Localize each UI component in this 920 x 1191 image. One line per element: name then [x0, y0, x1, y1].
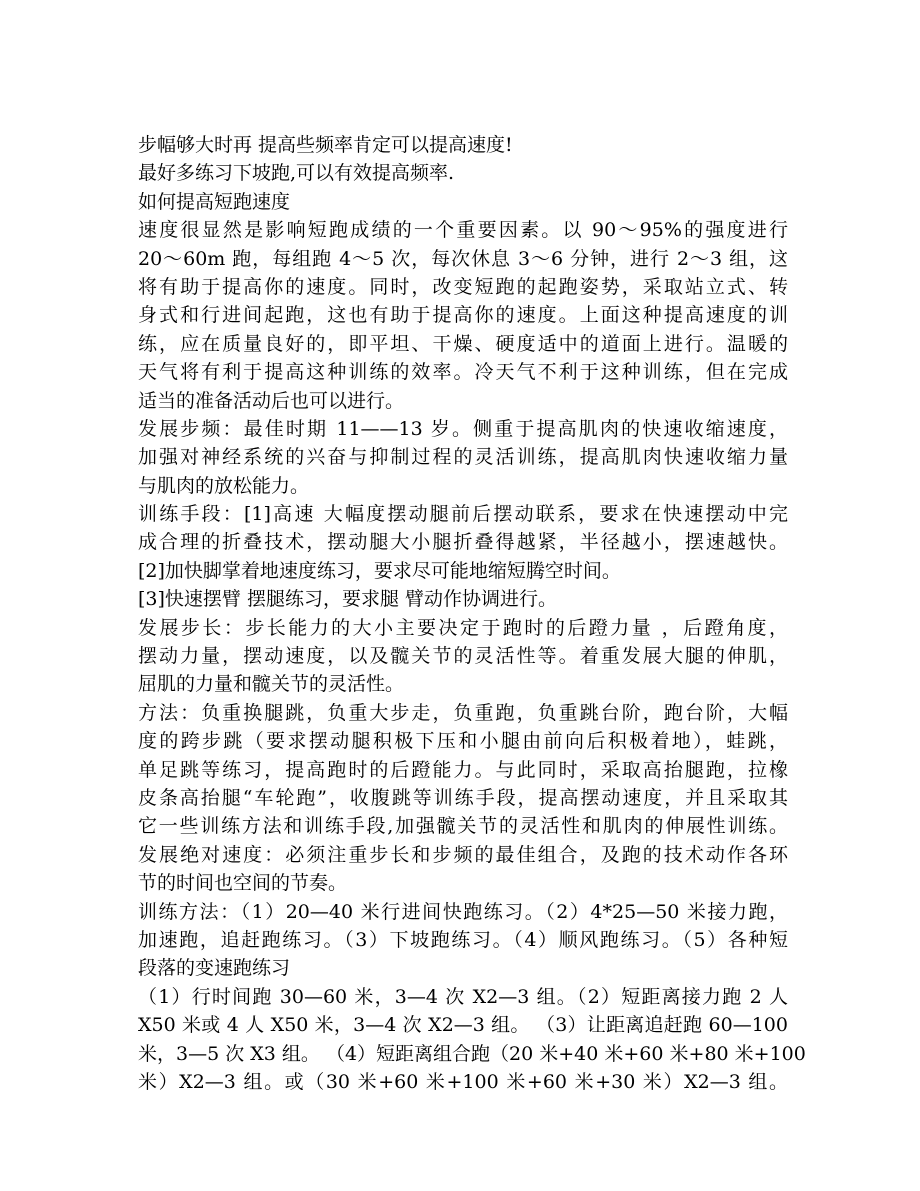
text-line: 它一些训练方法和训练手段,加强髋关节的灵活性和肌肉的伸展性训练。 [138, 815, 788, 838]
text-line: 天气将有利于提高这种训练的效率。冷天气不利于这种训练，但在完成 [138, 361, 788, 384]
text-line: X50 米或 4 人 X50 米，3—4 次 X2—3 组。 （3）让距离追赶跑 60—100 [138, 1014, 788, 1037]
text-line: 摆动力量，摆动速度，以及髋关节的灵活性等。着重发展大腿的伸肌， [138, 645, 788, 668]
text-line: 加速跑，追赶跑练习。（3）下坡跑练习。（4）顺风跑练习。（5）各种短 [138, 928, 788, 951]
text-line: 发展步频：最佳时期 11——13 岁。侧重于提高肌肉的快速收缩速度， [138, 417, 788, 440]
text-line: 最好多练习下坡跑,可以有效提高频率. [138, 162, 455, 185]
text-line: 20～60m 跑，每组跑 4～5 次，每次休息 3～6 分钟，进行 2～3 组，这 [138, 247, 788, 270]
text-line: 训练手段：[1]高速 大幅度摆动腿前后摆动联系，要求在快速摆动中完 [138, 503, 788, 526]
text-line: 米，3—5 次 X3 组。 （4）短距离组合跑（20 米+40 米+60 米+80 米+100 [138, 1042, 806, 1065]
text-line: 身式和行进间起跑，这也有助于提高你的速度。上面这种提高速度的训 [138, 304, 788, 327]
document-body [138, 131, 806, 1096]
text-line: 屈肌的力量和髋关节的灵活性。 [138, 673, 405, 696]
text-line: （1）行时间跑 30—60 米，3—4 次 X2—3 组。（2）短距离接力跑 2 人 [138, 985, 788, 1008]
text-line: 步幅够大时再 提高些频率肯定可以提高速度! [138, 134, 513, 156]
text-line: [2]加快脚掌着地速度练习，要求尽可能地缩短腾空时间。 [138, 559, 621, 582]
text-line: 练，应在质量良好的，即平坦、干燥、硬度适中的道面上进行。温暖的 [138, 332, 788, 355]
text-line: 度的跨步跳（要求摆动腿积极下压和小腿由前向后积极着地），蛙跳， [138, 730, 788, 753]
section-heading: 如何提高短跑速度 [138, 190, 291, 213]
text-line: 单足跳等练习，提高跑时的后蹬能力。与此同时，采取高抬腿跑，拉橡 [138, 758, 788, 781]
text-line: 皮条高抬腿“车轮跑”，收腹跳等训练手段，提高摆动速度，并且采取其 [138, 786, 788, 809]
text-line: 加强对神经系统的兴奋与抑制过程的灵活训练，提高肌肉快速收缩力量 [138, 446, 788, 469]
text-line: 方法：负重换腿跳，负重大步走，负重跑，负重跳台阶，跑台阶，大幅 [138, 701, 788, 724]
text-line: 训练方法：（1）20—40 米行进间快跑练习。（2）4*25—50 米接力跑， [138, 900, 788, 923]
text-line: 段落的变速跑练习 [138, 957, 291, 980]
text-line: [3]快速摆臂 摆腿练习，要求腿 臂动作协调进行。 [138, 588, 557, 611]
text-line: 速度很显然是影响短跑成绩的一个重要因素。以 90～95%的强度进行 [138, 219, 788, 242]
text-line: 节的时间也空间的节奏。 [138, 872, 348, 895]
text-line: 与肌肉的放松能力。 [138, 474, 310, 497]
text-line: 米）X2—3 组。或（30 米+60 米+100 米+60 米+30 米）X2—3 组。 [138, 1070, 788, 1093]
text-line: 适当的准备活动后也可以进行。 [138, 389, 405, 412]
text-line: 成合理的折叠技术，摆动腿大小腿折叠得越紧，半径越小，摆速越快。 [138, 531, 788, 554]
text-line: 发展绝对速度：必须注重步长和步频的最佳组合，及跑的技术动作各环 [138, 843, 788, 866]
text-line: 将有助于提高你的速度。同时，改变短跑的起跑姿势，采取站立式、转 [138, 275, 788, 298]
text-line: 发展步长：步长能力的大小主要决定于跑时的后蹬力量 ，后蹬角度， [138, 616, 788, 639]
